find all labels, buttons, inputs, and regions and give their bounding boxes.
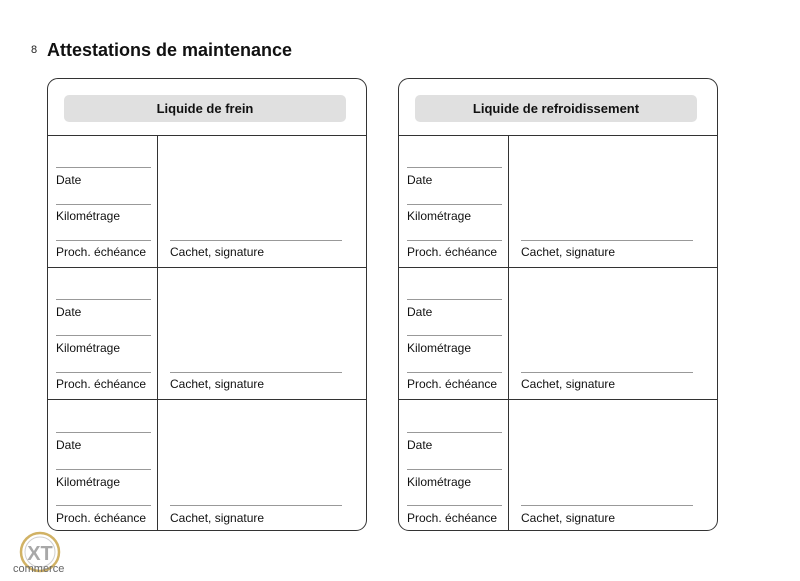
date-line[interactable] (56, 299, 151, 300)
next-due-line[interactable] (56, 240, 151, 241)
date-label: Date (407, 173, 433, 187)
maintenance-entry (48, 136, 366, 268)
signature-label: Cachet, signature (521, 377, 616, 391)
mileage-label: Kilométrage (56, 475, 121, 489)
signature-label: Cachet, signature (170, 245, 265, 259)
mileage-label: Kilométrage (407, 341, 472, 355)
entry-list (399, 135, 717, 530)
maintenance-entry (399, 400, 717, 530)
signature-line[interactable] (521, 240, 693, 241)
signature-label: Cachet, signature (170, 511, 265, 525)
mileage-line[interactable] (56, 469, 151, 470)
signature-line[interactable] (521, 372, 693, 373)
date-label: Date (407, 438, 433, 452)
panel-coolant (398, 78, 718, 531)
column-divider (508, 268, 509, 399)
next-due-label: Proch. échéance (407, 245, 498, 259)
next-due-label: Proch. échéance (56, 245, 147, 259)
column-divider (157, 136, 158, 267)
next-due-label: Proch. échéance (56, 377, 147, 391)
entry-list (48, 135, 366, 530)
date-line[interactable] (407, 167, 502, 168)
mileage-line[interactable] (407, 204, 502, 205)
date-label: Date (56, 438, 82, 452)
signature-label: Cachet, signature (521, 511, 616, 525)
mileage-line[interactable] (407, 469, 502, 470)
mileage-label: Kilométrage (407, 475, 472, 489)
next-due-line[interactable] (56, 372, 151, 373)
next-due-line[interactable] (407, 240, 502, 241)
maintenance-entry (399, 136, 717, 268)
next-due-line[interactable] (407, 372, 502, 373)
date-label: Date (56, 173, 82, 187)
page-title: Attestations de maintenance (47, 40, 293, 60)
signature-line[interactable] (170, 372, 342, 373)
date-line[interactable] (407, 432, 502, 433)
logo-mark: XT (27, 543, 53, 565)
panel-header: Liquide de frein (64, 95, 346, 122)
next-due-label: Proch. échéance (407, 377, 498, 391)
signature-line[interactable] (170, 505, 342, 506)
mileage-line[interactable] (407, 335, 502, 336)
next-due-line[interactable] (407, 505, 502, 506)
next-due-label: Proch. échéance (56, 511, 147, 525)
mileage-label: Kilométrage (407, 209, 472, 223)
next-due-line[interactable] (56, 505, 151, 506)
panel-header: Liquide de refroidissement (415, 95, 697, 122)
column-divider (508, 136, 509, 267)
column-divider (157, 268, 158, 399)
logo-text: commerce (13, 563, 65, 575)
signature-line[interactable] (170, 240, 342, 241)
maintenance-entry (399, 268, 717, 400)
page-number: 8 (31, 44, 38, 56)
date-label: Date (56, 305, 82, 319)
date-line[interactable] (56, 432, 151, 433)
maintenance-entry (48, 400, 366, 530)
date-line[interactable] (56, 167, 151, 168)
mileage-label: Kilométrage (56, 209, 121, 223)
mileage-line[interactable] (56, 335, 151, 336)
column-divider (508, 400, 509, 530)
mileage-label: Kilométrage (56, 341, 121, 355)
signature-label: Cachet, signature (521, 245, 616, 259)
next-due-label: Proch. échéance (407, 511, 498, 525)
maintenance-entry (48, 268, 366, 400)
panel-brake-fluid (47, 78, 367, 531)
date-line[interactable] (407, 299, 502, 300)
date-label: Date (407, 305, 433, 319)
column-divider (157, 400, 158, 530)
mileage-line[interactable] (56, 204, 151, 205)
signature-label: Cachet, signature (170, 377, 265, 391)
signature-line[interactable] (521, 505, 693, 506)
